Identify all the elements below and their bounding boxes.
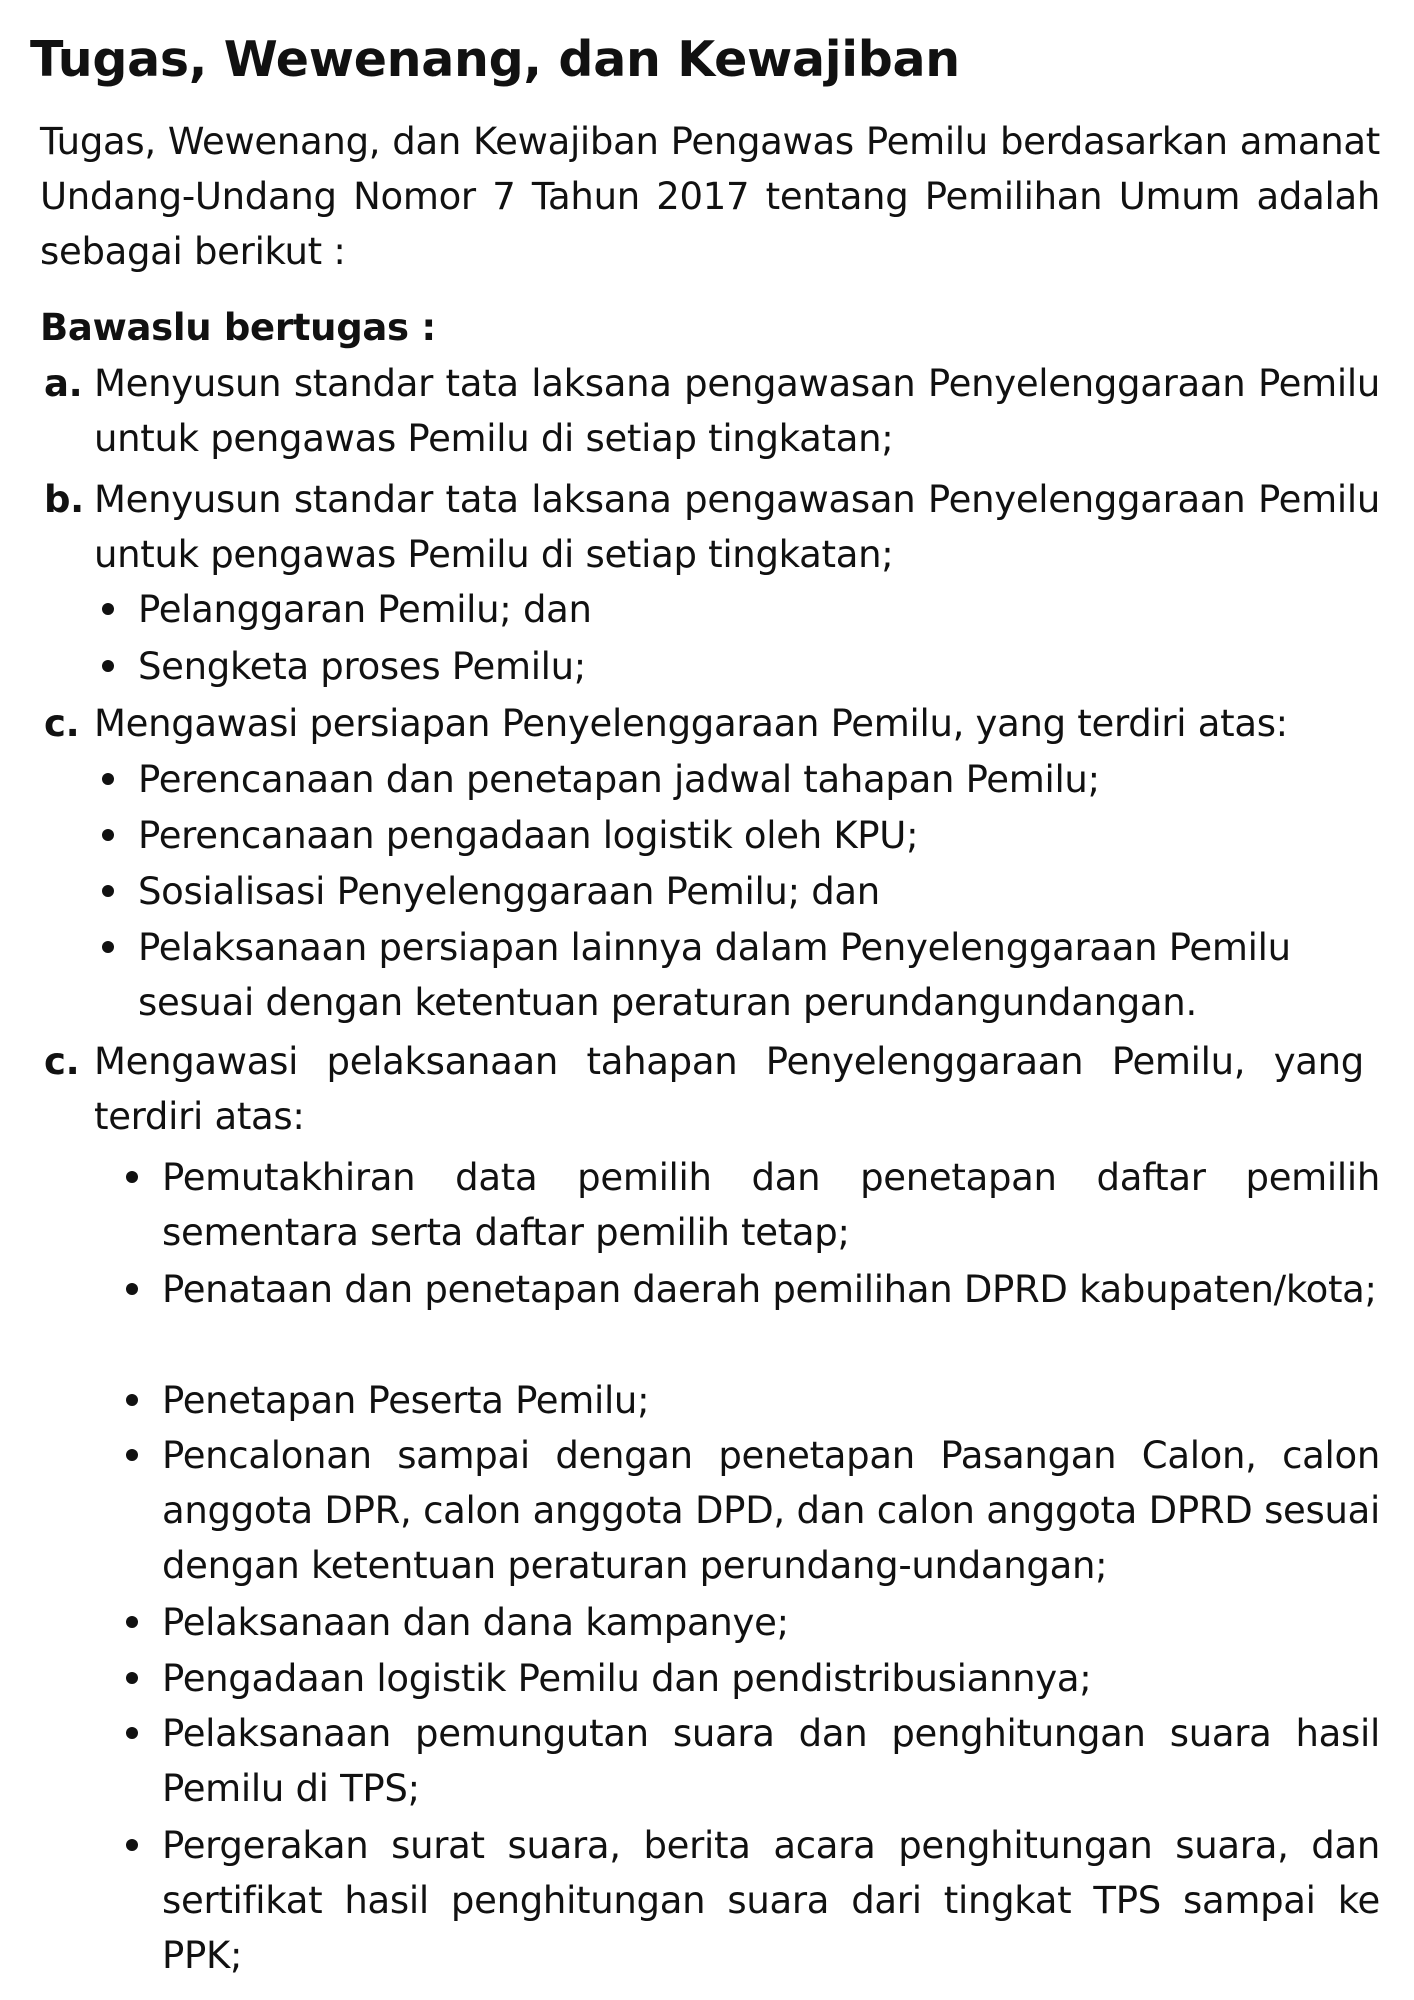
list-marker: c. <box>44 1040 80 1083</box>
sub-bullet-text: Pelaksanaan pemungutan suara dan penghitungan suara hasil Pemilu di TPS; <box>162 1712 1380 1810</box>
bullet-icon <box>102 941 114 953</box>
sub-bullet <box>126 1595 1380 1650</box>
bullet-icon <box>102 885 114 897</box>
list-marker: c. <box>44 702 80 745</box>
bullet-icon <box>126 1449 138 1461</box>
sub-bullet <box>126 1373 1380 1428</box>
sub-bullet <box>126 1150 1380 1260</box>
list-item-text: Mengawasi pelaksanaan tahapan Penyelenggaraan Pemilu, yang terdiri atas: <box>94 1040 1364 1138</box>
sub-bullet <box>126 1428 1380 1593</box>
sub-bullet <box>102 582 1102 637</box>
list-item-c <box>44 696 1380 751</box>
sub-bullet <box>102 752 1302 807</box>
sub-bullet <box>126 1262 1380 1317</box>
sub-bullet-text: Pelaksanaan persiapan lainnya dalam Penyelenggaraan Pemilu sesuai dengan ketentuan peraturan perundangundangan. <box>138 926 1291 1024</box>
list-marker: b. <box>44 478 84 521</box>
sub-bullet-text: Perencanaan dan penetapan jadwal tahapan Pemilu; <box>138 758 1100 801</box>
list-item-b <box>44 472 1380 582</box>
sub-bullet <box>102 864 1302 919</box>
bullet-icon <box>126 1727 138 1739</box>
list-item-text: Menyusun standar tata laksana pengawasan Penyelenggaraan Pemilu untuk pengawas Pemilu di setiap tingkatan; <box>94 478 1380 576</box>
bullet-icon <box>126 1839 138 1851</box>
page-title: Tugas, Wewenang, dan Kewajiban <box>30 31 960 88</box>
sub-bullet-text: Pengadaan logistik Pemilu dan pendistribusiannya; <box>162 1657 1092 1700</box>
bullet-icon <box>126 1616 138 1628</box>
sub-bullet-text: Sengketa proses Pemilu; <box>138 645 586 688</box>
sub-bullet <box>102 808 1302 863</box>
sub-bullet <box>126 1818 1380 1983</box>
sub-bullet-text: Pelanggaran Pemilu; dan <box>138 588 592 631</box>
bullet-icon <box>126 1283 138 1295</box>
list-item-text: Menyusun standar tata laksana pengawasan Penyelenggaraan Pemilu untuk pengawas Pemilu di setiap tingkatan; <box>94 362 1380 460</box>
intro-paragraph: Tugas, Wewenang, dan Kewajiban Pengawas Pemilu berdasarkan amanat Undang-Undang Nomor 7 Tahun 2017 tentang Pemilihan Umum adalah sebagai berikut : <box>40 120 1380 273</box>
bullet-icon <box>126 1171 138 1183</box>
list-item-c-2 <box>44 1034 1364 1144</box>
bullet-icon <box>126 1394 138 1406</box>
sub-bullet <box>126 1651 1380 1706</box>
list-item-a <box>44 356 1380 466</box>
bullet-icon <box>102 660 114 672</box>
sub-bullet-text: Penataan dan penetapan daerah pemilihan DPRD kabupaten/kota; <box>162 1268 1377 1311</box>
sub-bullet <box>126 1706 1380 1816</box>
bullet-icon <box>102 603 114 615</box>
sub-bullet-text: Pergerakan surat suara, berita acara penghitungan suara, dan sertifikat hasil penghitungan suara dari tingkat TPS sampai ke PPK; <box>162 1824 1380 1977</box>
sub-bullet <box>102 920 1342 1030</box>
sub-bullet-text: Perencanaan pengadaan logistik oleh KPU; <box>138 814 919 857</box>
list-marker: a. <box>44 362 83 405</box>
bullet-icon <box>126 1672 138 1684</box>
sub-bullet-text: Pencalonan sampai dengan penetapan Pasangan Calon, calon anggota DPR, calon anggota DPD, dan calon anggota DPRD sesuai dengan ketentuan peraturan perundang-undangan; <box>162 1434 1380 1587</box>
list-item-text: Mengawasi persiapan Penyelenggaraan Pemilu, yang terdiri atas: <box>94 702 1288 745</box>
sub-bullet-text: Penetapan Peserta Pemilu; <box>162 1379 650 1422</box>
sub-bullet <box>102 639 1102 694</box>
sub-bullet-text: Sosialisasi Penyelenggaraan Pemilu; dan <box>138 870 880 913</box>
sub-bullet-text: Pemutakhiran data pemilih dan penetapan daftar pemilih sementara serta daftar pemilih tetap; <box>162 1156 1380 1254</box>
sub-bullet-text: Pelaksanaan dan dana kampanye; <box>162 1601 789 1644</box>
bullet-icon <box>102 829 114 841</box>
section-heading: Bawaslu bertugas : <box>40 306 436 349</box>
bullet-icon <box>102 773 114 785</box>
